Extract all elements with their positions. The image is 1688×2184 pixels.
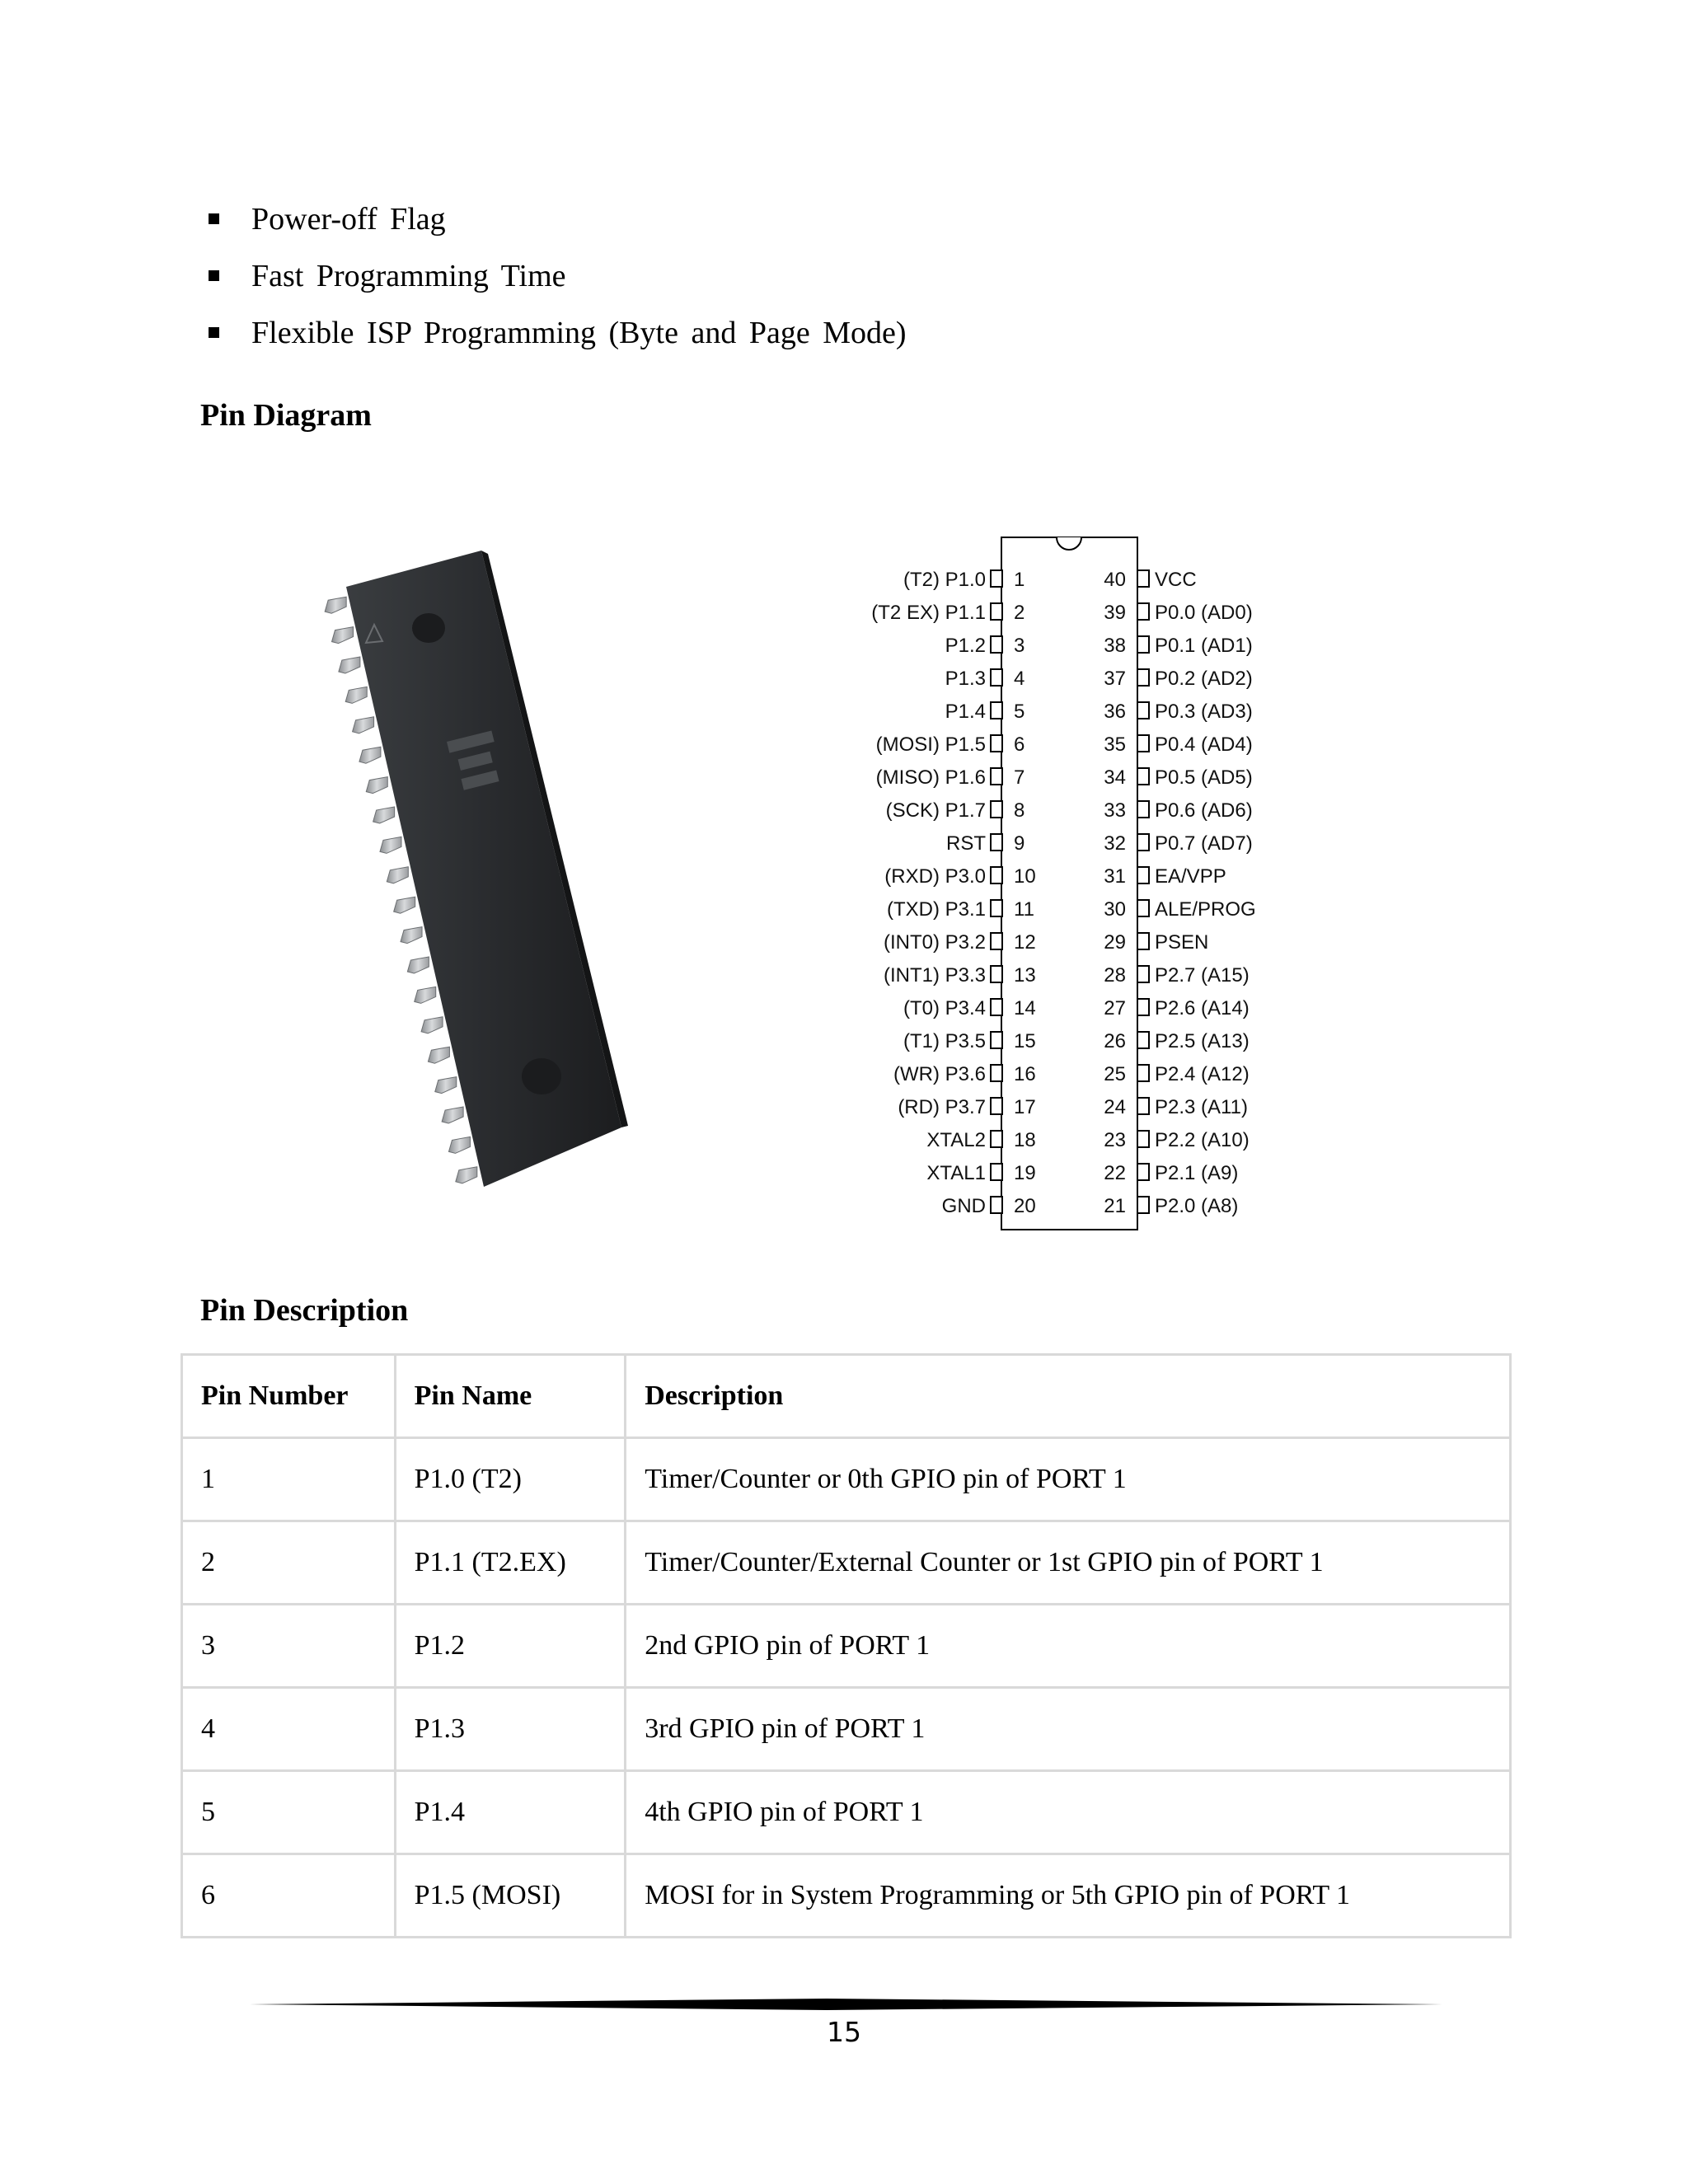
pin-number-right: 25 <box>1104 1063 1126 1085</box>
pin-square-right <box>1137 1197 1149 1213</box>
pin-square-right <box>1137 834 1149 851</box>
pin-number-left: 4 <box>1014 668 1025 690</box>
pin-number-left: 20 <box>1014 1195 1036 1217</box>
pin-label-left: (T1) P3.5 <box>903 1030 986 1052</box>
table-cell: 1 <box>182 1438 396 1521</box>
column-header: Description <box>626 1355 1511 1438</box>
pin-square-right <box>1137 570 1149 587</box>
pin-label-left: (INT1) P3.3 <box>883 964 986 987</box>
pin-number-left: 9 <box>1014 832 1025 855</box>
list-item: Power-off Flag <box>251 191 907 248</box>
chip-leg <box>332 627 354 644</box>
pin-square-right <box>1137 669 1149 686</box>
list-item: Flexible ISP Programming (Byte and Page Mode) <box>251 305 907 362</box>
table-row <box>182 1605 1511 1688</box>
chip-leg <box>442 1107 463 1123</box>
pin-square-left <box>991 1098 1002 1114</box>
pin-label-left: (T2) P1.0 <box>903 569 986 591</box>
chip-leg <box>373 807 395 823</box>
pin-number-right: 27 <box>1104 997 1126 1019</box>
pin-number-left: 7 <box>1014 766 1025 789</box>
pin-label-right: P0.3 (AD3) <box>1155 701 1253 723</box>
pin-label-right: P0.4 (AD4) <box>1155 733 1253 756</box>
pin-square-left <box>991 933 1002 949</box>
pin-square-left <box>991 801 1002 818</box>
table-row <box>182 1688 1511 1771</box>
chip-leg <box>435 1077 457 1094</box>
pin-number-left: 18 <box>1014 1129 1036 1151</box>
chip-leg <box>407 957 429 973</box>
table-cell: P1.1 (T2.EX) <box>395 1521 626 1605</box>
chip-leg <box>325 597 346 613</box>
chip-leg <box>428 1047 449 1063</box>
pin-label-left: XTAL1 <box>926 1162 986 1184</box>
pin-label-left: (TXD) P3.1 <box>886 898 986 921</box>
pin-number-left: 3 <box>1014 635 1025 657</box>
pin-square-left <box>991 999 1002 1015</box>
pin-square-right <box>1137 1098 1149 1114</box>
pin-label-left: RST <box>946 832 986 855</box>
table-header-row <box>182 1355 1511 1438</box>
pin-label-right: P2.0 (A8) <box>1155 1195 1239 1217</box>
pin-square-right <box>1137 933 1149 949</box>
column-header: Pin Name <box>395 1355 626 1438</box>
pin-label-right: P0.7 (AD7) <box>1155 832 1253 855</box>
pin-number-right: 34 <box>1104 766 1126 789</box>
table-row <box>182 1438 1511 1521</box>
pin-square-right <box>1137 636 1149 653</box>
square-bullet-icon <box>209 213 219 224</box>
chip-leg <box>387 867 408 883</box>
pin-square-right <box>1137 1164 1149 1180</box>
pin-square-right <box>1137 603 1149 620</box>
pin-number-right: 33 <box>1104 799 1126 822</box>
pin-number-left: 5 <box>1014 701 1025 723</box>
list-item: Fast Programming Time <box>251 248 907 305</box>
pin-square-left <box>991 867 1002 883</box>
pin-number-left: 1 <box>1014 569 1025 591</box>
pin-label-left: XTAL2 <box>926 1129 986 1151</box>
pin-number-right: 24 <box>1104 1096 1126 1118</box>
pin-number-left: 11 <box>1014 898 1034 921</box>
pin-number-left: 8 <box>1014 799 1025 822</box>
pin-label-left: (MISO) P1.6 <box>875 766 986 789</box>
pin-label-left: (T2 EX) P1.1 <box>871 602 986 624</box>
square-bullet-icon <box>209 327 219 338</box>
table-cell: P1.2 <box>395 1605 626 1688</box>
pin-square-left <box>991 1197 1002 1213</box>
pin-label-right: P2.1 (A9) <box>1155 1162 1239 1184</box>
table-cell: 3rd GPIO pin of PORT 1 <box>626 1688 1511 1771</box>
chip-body <box>346 551 621 1187</box>
pin-number-right: 28 <box>1104 964 1126 987</box>
pin-square-left <box>991 900 1002 916</box>
table-row <box>182 1771 1511 1854</box>
pin-square-right <box>1137 1065 1149 1081</box>
pin-square-right <box>1137 768 1149 785</box>
pin-square-left <box>991 834 1002 851</box>
table-cell: P1.4 <box>395 1771 626 1854</box>
pin-square-left <box>991 669 1002 686</box>
table-cell: Timer/Counter/External Counter or 1st GPIO pin of PORT 1 <box>626 1521 1511 1605</box>
chip-leg <box>353 717 374 733</box>
table-cell: 5 <box>182 1771 396 1854</box>
table-cell: 6 <box>182 1854 396 1938</box>
pin-square-left <box>991 636 1002 653</box>
pin-number-left: 12 <box>1014 931 1036 954</box>
pin-label-right: P2.4 (A12) <box>1155 1063 1250 1085</box>
pin-number-left: 17 <box>1014 1096 1036 1118</box>
page-number: 15 <box>827 2016 861 2048</box>
pin-label-right: P0.5 (AD5) <box>1155 766 1253 789</box>
pin-square-left <box>991 1032 1002 1048</box>
pin-number-right: 40 <box>1104 569 1126 591</box>
pin-label-left: (SCK) P1.7 <box>885 799 986 822</box>
pin-square-left <box>991 768 1002 785</box>
section-heading-pin-diagram: Pin Diagram <box>200 398 372 433</box>
table-cell: 4th GPIO pin of PORT 1 <box>626 1771 1511 1854</box>
pin-square-right <box>1137 702 1149 719</box>
chip-leg <box>415 987 436 1003</box>
pin-number-right: 22 <box>1104 1162 1126 1184</box>
pin-square-left <box>991 735 1002 752</box>
feature-list <box>251 191 907 362</box>
pin-number-right: 36 <box>1104 701 1126 723</box>
pin-number-right: 26 <box>1104 1030 1126 1052</box>
pin-square-left <box>991 603 1002 620</box>
pinout-diagram <box>841 527 1286 1236</box>
pin-number-right: 30 <box>1104 898 1126 921</box>
chip-leg <box>394 897 415 913</box>
chip-dimple-top <box>412 613 445 643</box>
pin-label-left: (MOSI) P1.5 <box>875 733 986 756</box>
square-bullet-icon <box>209 270 219 281</box>
table-cell: 3 <box>182 1605 396 1688</box>
pin-number-right: 32 <box>1104 832 1126 855</box>
chip-leg <box>401 927 422 944</box>
pin-label-left: (INT0) P3.2 <box>883 931 986 954</box>
section-heading-pin-description: Pin Description <box>200 1293 409 1328</box>
pin-square-right <box>1137 1032 1149 1048</box>
pin-description-table <box>181 1353 1512 1938</box>
table-cell: P1.3 <box>395 1688 626 1771</box>
pin-square-left <box>991 1164 1002 1180</box>
pin-number-right: 39 <box>1104 602 1126 624</box>
pin-label-right: P2.5 (A13) <box>1155 1030 1250 1052</box>
table-cell: MOSI for in System Programming or 5th GPIO pin of PORT 1 <box>626 1854 1511 1938</box>
pin-label-right: VCC <box>1155 569 1197 591</box>
pin-square-right <box>1137 867 1149 883</box>
pin-number-left: 14 <box>1014 997 1036 1019</box>
table-cell: P1.0 (T2) <box>395 1438 626 1521</box>
pin-number-right: 35 <box>1104 733 1126 756</box>
pin-square-right <box>1137 999 1149 1015</box>
pin-square-right <box>1137 966 1149 982</box>
table-cell: 4 <box>182 1688 396 1771</box>
table-cell: 2nd GPIO pin of PORT 1 <box>626 1605 1511 1688</box>
pin-square-left <box>991 570 1002 587</box>
pin-label-left: (WR) P3.6 <box>893 1063 986 1085</box>
pin-number-left: 10 <box>1014 865 1036 888</box>
pin-number-left: 19 <box>1014 1162 1036 1184</box>
pin-number-right: 38 <box>1104 635 1126 657</box>
pin-label-left: (T0) P3.4 <box>903 997 986 1019</box>
pin-square-left <box>991 1131 1002 1147</box>
pin-square-right <box>1137 735 1149 752</box>
chip-leg <box>448 1137 470 1153</box>
pin-square-left <box>991 966 1002 982</box>
chip-leg <box>345 687 367 703</box>
pin-number-left: 13 <box>1014 964 1036 987</box>
pin-label-right: P2.3 (A11) <box>1155 1096 1248 1118</box>
table-cell: Timer/Counter or 0th GPIO pin of PORT 1 <box>626 1438 1511 1521</box>
table-cell: P1.5 (MOSI) <box>395 1854 626 1938</box>
pin-label-right: P0.1 (AD1) <box>1155 635 1253 657</box>
pin-label-left: (RD) P3.7 <box>898 1096 986 1118</box>
chip-dimple-bottom <box>522 1058 561 1094</box>
pin-number-right: 37 <box>1104 668 1126 690</box>
pin-label-right: EA/VPP <box>1155 865 1226 888</box>
pin-number-right: 21 <box>1104 1195 1126 1217</box>
table-row <box>182 1521 1511 1605</box>
pin-number-left: 16 <box>1014 1063 1036 1085</box>
chip-leg <box>380 837 401 853</box>
chip-photo-image <box>323 536 645 1195</box>
chip-leg <box>339 657 360 673</box>
pin-label-left: GND <box>941 1195 986 1217</box>
pin-label-left: P1.3 <box>945 668 986 690</box>
pin-number-right: 23 <box>1104 1129 1126 1151</box>
pin-label-right: P2.2 (A10) <box>1155 1129 1250 1151</box>
pin-number-left: 6 <box>1014 733 1025 756</box>
pin-square-left <box>991 702 1002 719</box>
table-cell: 2 <box>182 1521 396 1605</box>
pin-square-right <box>1137 801 1149 818</box>
pin-label-right: P2.6 (A14) <box>1155 997 1250 1019</box>
chip-leg <box>366 777 387 794</box>
chip-leg <box>359 747 381 763</box>
pin-number-left: 2 <box>1014 602 1025 624</box>
chip-leg <box>456 1167 477 1183</box>
pin-label-left: (RXD) P3.0 <box>884 865 986 888</box>
column-header: Pin Number <box>182 1355 396 1438</box>
chip-leg <box>421 1017 443 1033</box>
pin-label-right: P2.7 (A15) <box>1155 964 1250 987</box>
pin-label-right: PSEN <box>1155 931 1209 954</box>
pin-square-right <box>1137 1131 1149 1147</box>
table-row <box>182 1854 1511 1938</box>
pin-number-right: 29 <box>1104 931 1126 954</box>
pin-label-right: ALE/PROG <box>1155 898 1256 921</box>
pin-number-left: 15 <box>1014 1030 1036 1052</box>
pin-label-right: P0.0 (AD0) <box>1155 602 1253 624</box>
pin-square-right <box>1137 900 1149 916</box>
pin-label-right: P0.6 (AD6) <box>1155 799 1253 822</box>
pin-label-right: P0.2 (AD2) <box>1155 668 1253 690</box>
footer-divider <box>250 1998 1442 2011</box>
pin-label-left: P1.4 <box>945 701 986 723</box>
pin-square-left <box>991 1065 1002 1081</box>
pin-number-right: 31 <box>1104 865 1126 888</box>
pin-label-left: P1.2 <box>945 635 986 657</box>
